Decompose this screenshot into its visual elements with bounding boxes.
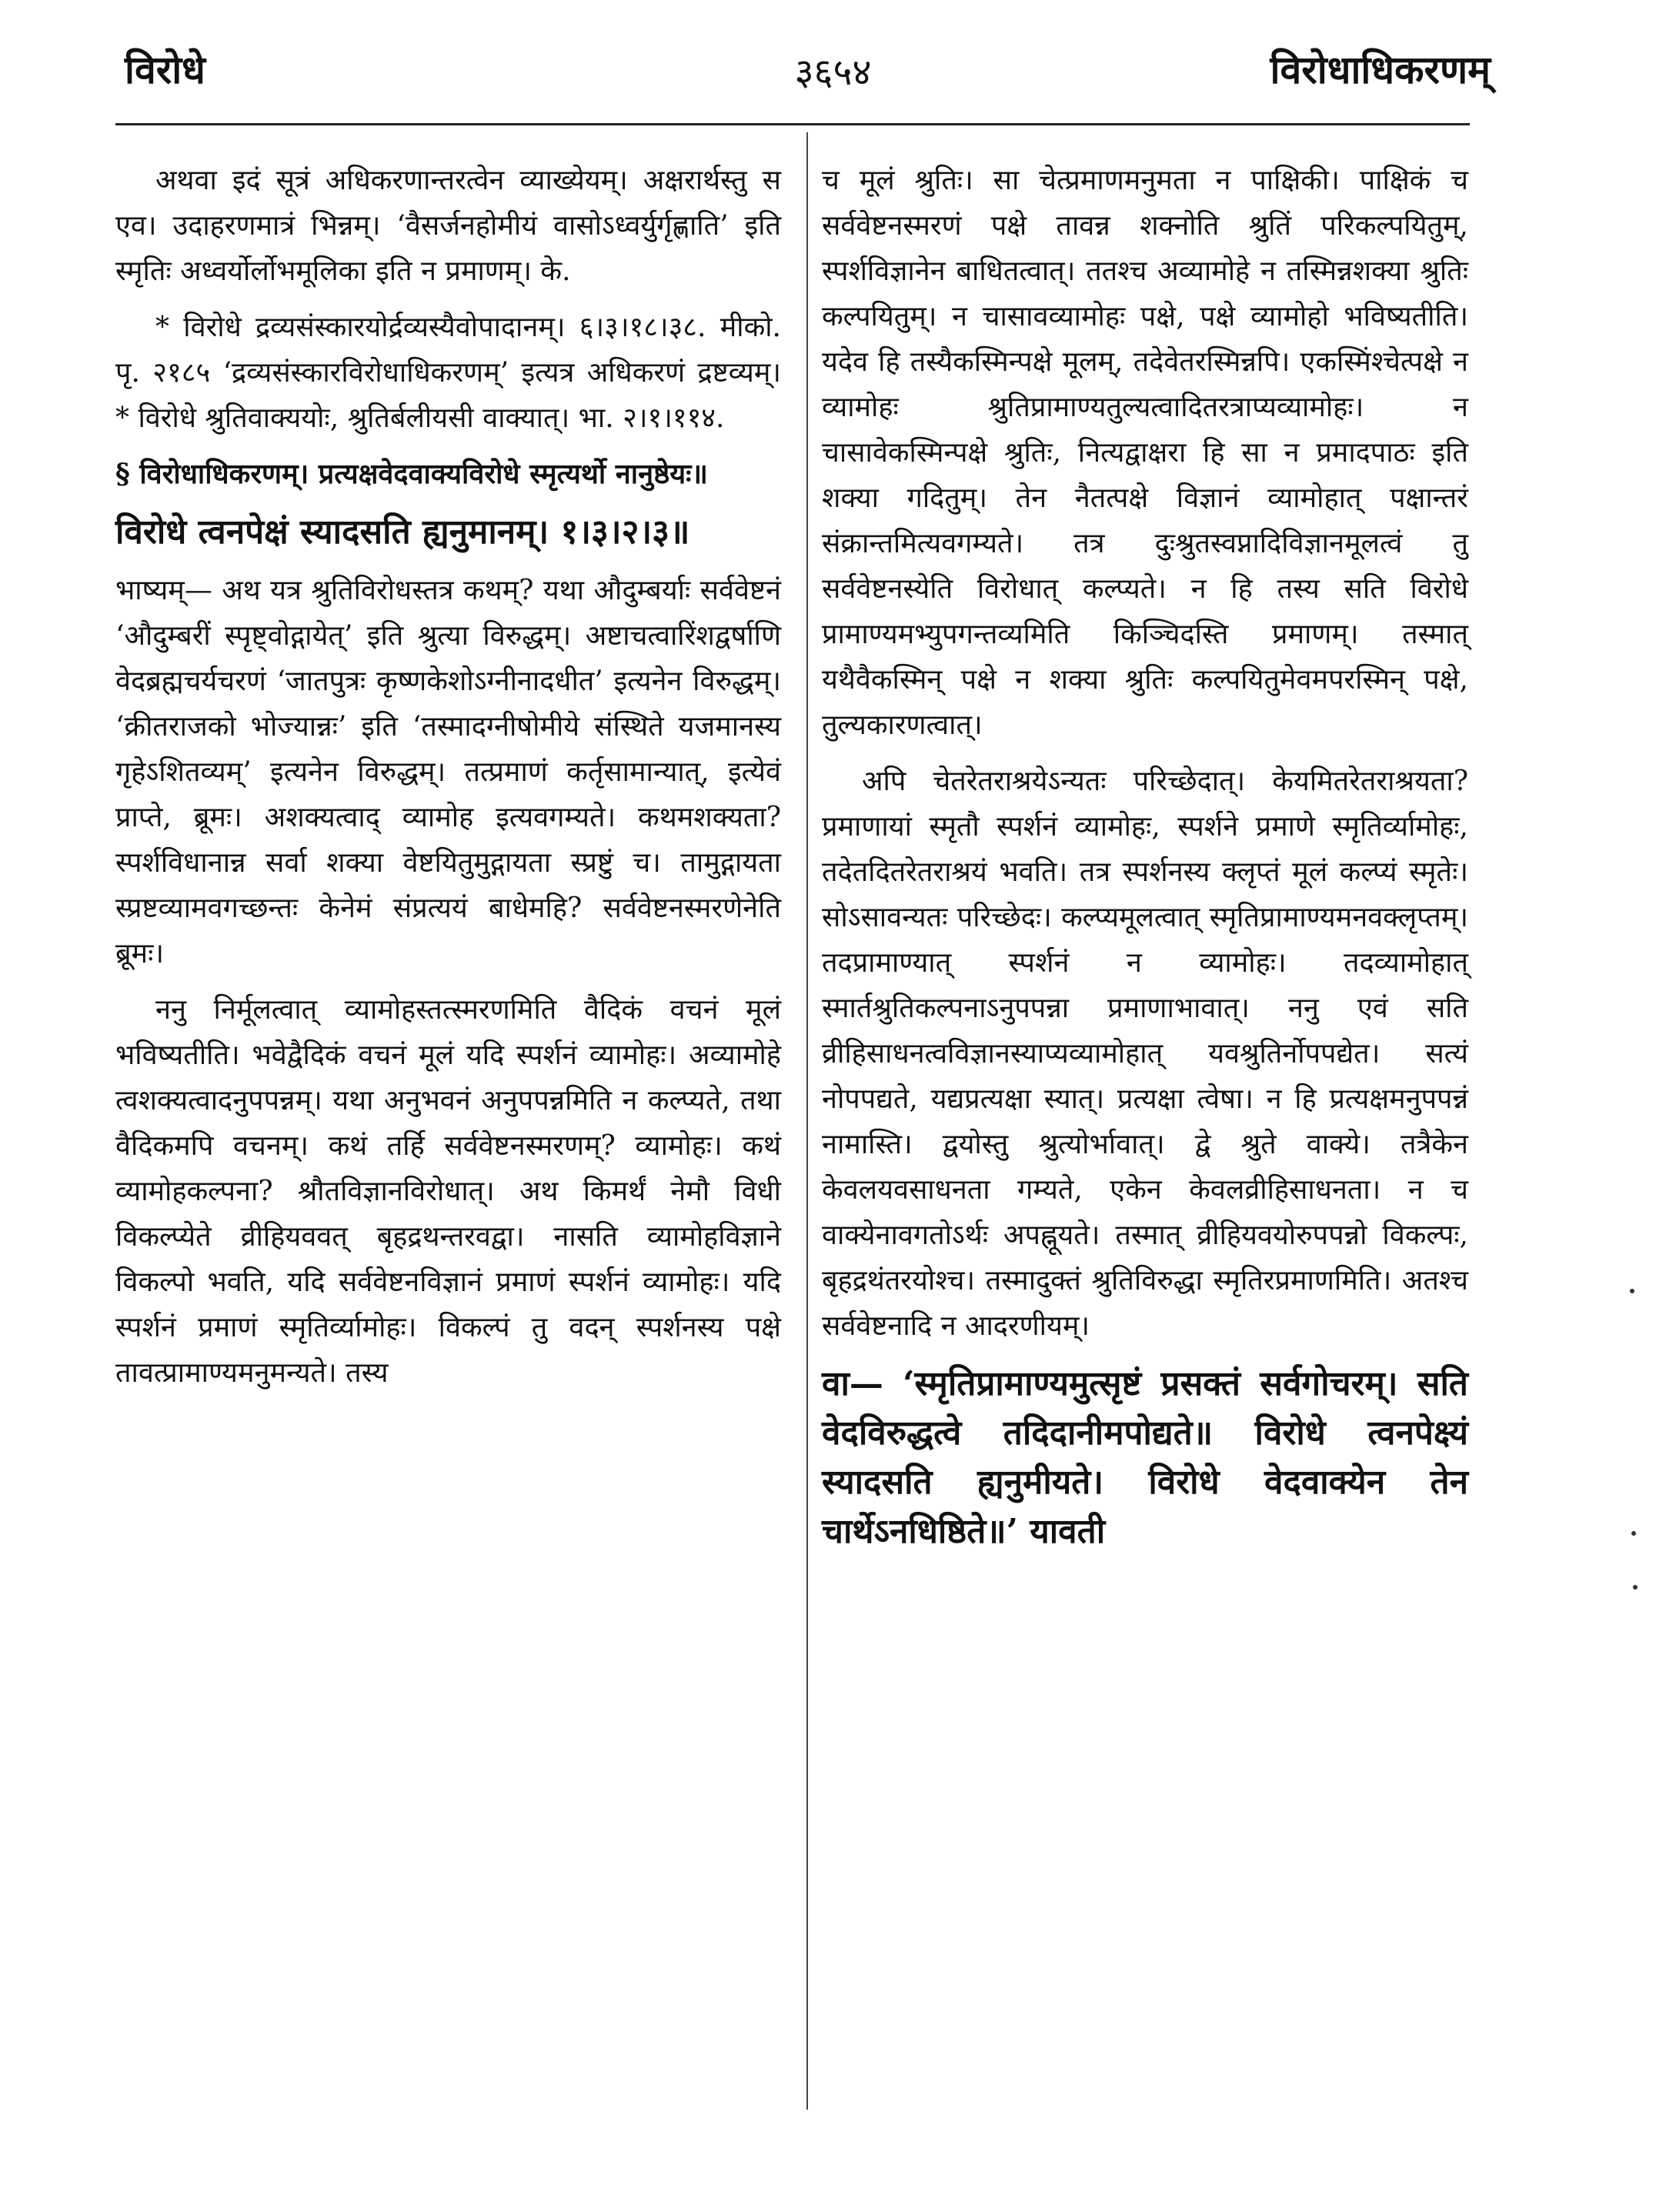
paragraph-bhashya: भाष्यम्— अथ यत्र श्रुतिविरोधस्तत्र कथम्? यथा औदुम्बर्याः सर्ववेष्टनं ‘औदुम्बरीं स्पृष्ट्वोद्गायेत्’ इति श्रुत्या विरुद्धम्। अष्टाचत्वारिंशद्वर्षाणि वेदब्रह्मचर्यचरणं ‘जातपुत्रः कृष्णकेशोऽग्नीनादधीत’ इत्यनेन विरुद्धम्। ‘क्रीतराजको भोज्यान्नः’ इति ‘तस्मादग्नीषोमीये संस्थिते यजमानस्य गृहेऽशितव्यम्’ इत्यनेन विरुद्धम्। तत्प्रमाणं कर्तृसामान्यात्, इत्येवं प्राप्ते, ब्रूमः। अशक्यत्वाद् व्यामोह इत्यवगम्यते। कथमशक्यता? स्पर्शविधानान्न सर्वा शक्या वेष्टयितुमुद्गायता स्प्रष्टुं च। तामुद्गायता स्प्रष्टव्यामवगच्छन्तः केनेमं संप्रत्ययं बाधेमहि? सर्ववेष्टनस्मरणेनेति ब्रूमः। <box>115 575 781 969</box>
section-heading: § विरोधाधिकरणम्। प्रत्यक्षवेदवाक्यविरोधे स्मृत्यर्थो नानुष्ठेयः॥ <box>115 458 708 490</box>
scan-speck <box>1630 1289 1634 1293</box>
page-number: ३६५४ <box>794 51 872 94</box>
column-divider <box>806 132 808 2110</box>
header-right-title: विरोधाधिकरणम् <box>1270 47 1491 92</box>
paragraph-vartika: वा— ‘स्मृतिप्रामाण्यमुत्सृष्टं प्रसक्तं सर्वगोचरम्। सति वेदविरुद्धत्वे तदिदानीमपोद्यते॥ विरोधे त्वनपेक्ष्यं स्यादसति ह्यनुमीयते। विरोधे वेदवाक्येन तेन चार्थेऽनधिष्ठिते॥’ यावती <box>822 1364 1468 1551</box>
scan-speck <box>1631 1531 1636 1536</box>
paragraph-cross-reference: * विरोधे द्रव्यसंस्कारयोर्द्रव्यस्यैवोपादानम्। ६।३।१८।३८. मीको. पृ. २१८५ ‘द्रव्यसंस्कारविरोधाधिकरणम्’ इत्यत्र अधिकरणं द्रष्टव्यम्। * विरोधे श्रुतिवाक्ययोः, श्रुतिर्बलीयसी वाक्यात्। भा. २।१।११४. <box>115 312 781 434</box>
right-column <box>822 158 1468 1567</box>
paragraph-nanu: ननु निर्मूलत्वात् व्यामोहस्तत्स्मरणमिति वैदिकं वचनं मूलं भविष्यतीति। भवेद्वैदिकं वचनं मूलं यदि स्पर्शनं व्यामोहः। अव्यामोहे त्वशक्यत्वादनुपपन्नम्। यथा अनुभवनं अनुपपन्नमिति न कल्प्यते, तथा वैदिकमपि वचनम्। कथं तर्हि सर्ववेष्टनस्मरणम्? व्यामोहः। कथं व्यामोहकल्पना? श्रौतविज्ञानविरोधात्। अथ किमर्थं नेमौ विधी विकल्प्येते व्रीहियववत् बृहद्रथन्तरवद्वा। नासति व्यामोहविज्ञाने विकल्पो भवति, यदि सर्ववेष्टनविज्ञानं प्रमाणं स्पर्शनं व्यामोहः। यदि स्पर्शनं प्रमाणं स्मृतिर्व्यामोहः। विकल्पं तु वदन् स्पर्शनस्य पक्षे तावत्प्रामाण्यमनुमन्यते। तस्य <box>115 994 781 1389</box>
paragraph-continuation: च मूलं श्रुतिः। सा चेत्प्रमाणमनुमता न पाक्षिकी। पाक्षिकं च सर्ववेष्टनस्मरणं पक्षे तावन्न शक्नोति श्रुतिं परिकल्पयितुम्, स्पर्शविज्ञानेन बाधितत्वात्। ततश्च अव्यामोहे न तस्मिन्नशक्या श्रुतिः कल्पयितुम्। न चासावव्यामोहः पक्षे, पक्षे व्यामोहो भविष्यतीति। यदेव हि तस्यैकस्मिन्पक्षे मूलम्, तदेवेतरस्मिन्नपि। एकस्मिंश्चेत्पक्षे न व्यामोहः श्रुतिप्रामाण्यतुल्यत्वादितरत्राप्यव्यामोहः। न चासावेकस्मिन्पक्षे श्रुतिः, नित्यद्वाक्षरा हि सा न प्रमादपाठः इति शक्या गदितुम्। तेन नैतत्पक्षे विज्ञानं व्यामोहात् पक्षान्तरं संक्रान्तमित्यवगम्यते। तत्र दुःश्रुतस्वप्नादिविज्ञानमूलत्वं तु सर्ववेष्टनस्येति विरोधात् कल्प्यते। न हि तस्य सति विरोधे प्रामाण्यमभ्युपगन्तव्यमिति किञ्चिदस्ति प्रमाणम्। तस्मात् यथैवैकस्मिन् पक्षे न शक्या श्रुतिः कल्पयितुमेवमपरस्मिन् पक्षे, तुल्यकारणत्वात्। <box>822 165 1468 741</box>
header-left-title: विरोधे <box>125 47 205 92</box>
paragraph-adhikarana-note: अथवा इदं सूत्रं अधिकरणान्तरत्वेन व्याख्येयम्। अक्षरार्थस्तु स एव। उदाहरणमात्रं भिन्नम्। ‘वैसर्जनहोमीयं वासोऽध्वर्युर्गृह्णाति’ इति स्मृतिः अध्वर्योर्लोभमूलिका इति न प्रमाणम्। के. <box>115 165 781 287</box>
header-rule <box>115 123 1470 125</box>
paragraph-itaretara: अपि चेतरेतराश्रयेऽन्यतः परिच्छेदात्। केयमितरेतराश्रयता? प्रमाणायां स्मृतौ स्पर्शनं व्यामोहः, स्पर्शने प्रमाणे स्मृतिर्व्यामोहः, तदेतदितरेतराश्रयं भवति। तत्र स्पर्शनस्य क्लृप्तं मूलं कल्प्यं स्मृतेः। सोऽसावन्यतः परिच्छेदः। कल्प्यमूलत्वात् स्मृतिप्रामाण्यमनवक्लृप्तम्। तदप्रामाण्यात् स्पर्शनं न व्यामोहः। तदव्यामोहात् स्मार्तश्रुतिकल्पनाऽनुपपन्ना प्रमाणाभावात्। ननु एवं सति व्रीहिसाधनत्वविज्ञानस्याप्यव्यामोहात् यवश्रुतिर्नोपपद्येत। सत्यं नोपपद्यते, यद्यप्रत्यक्षा स्यात्। प्रत्यक्षा त्वेषा। न हि प्रत्यक्षमनुपपन्नं नामास्ति। द्वयोस्तु श्रुत्योर्भावात्। द्वे श्रुते वाक्ये। तत्रैकेन केवलयवसाधनता गम्यते, एकेन केवलव्रीहिसाधनता। न च वाक्येनावगतोऽर्थः अपह्नूयते। तस्मात् व्रीहियवयोरुपपन्नो विकल्पः, बृहद्रथंतरयोश्च। तस्मादुक्तं श्रुतिविरुद्धा स्मृतिरप्रमाणमिति। अतश्च सर्ववेष्टनादि न आदरणीयम्। <box>822 766 1468 1342</box>
sutra-text: विरोधे त्वनपेक्षं स्यादसति ह्यनुमानम्। १।३।२।३॥ <box>115 512 690 552</box>
scan-speck <box>1633 1585 1638 1590</box>
left-column <box>115 158 781 1406</box>
